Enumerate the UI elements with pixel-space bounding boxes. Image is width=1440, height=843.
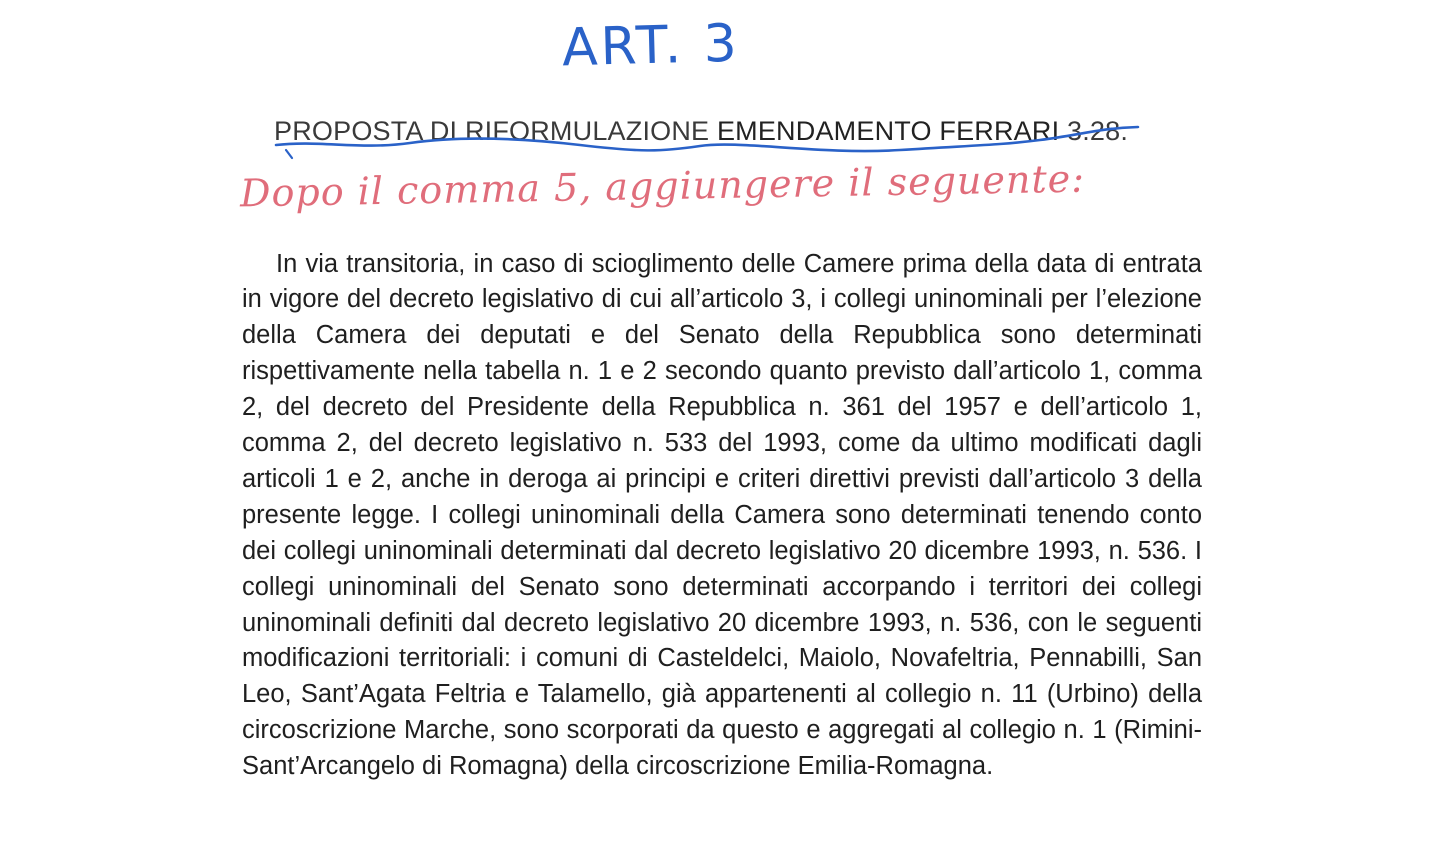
handwritten-insert-note: Dopo il comma 5, aggiungere il seguente:: [239, 156, 1086, 216]
amendment-heading: [274, 116, 1128, 147]
heading-main-text: EMENDAMENTO FERRARI: [709, 116, 1067, 146]
handwritten-article-label: ART. 3: [561, 13, 741, 79]
strike-caret: [286, 150, 292, 158]
heading-struck-text: PROPOSTA DI RIFORMULAZIONE: [274, 116, 710, 146]
heading-struck-number: 3.28.: [1066, 116, 1129, 146]
amendment-body-paragraph: In via transitoria, in caso di scioglimento delle Camere prima della data di entrata in vigore del decreto legislativo di cui all’articolo 3, i collegi uninominali per l’elezione della Camera dei deputati e del Senato della Repubblica sono determinati rispettivamente nella tabella n. 1 e 2 secondo quanto previsto dall’articolo 1, comma 2, del decreto del Presidente della Repubblica n. 361 del 1957 e dell’articolo 1, comma 2, del decreto legislativo n. 533 del 1993, come da ultimo modificati dagli articoli 1 e 2, anche in deroga ai principi e criteri direttivi previsti dall’articolo 3 della presente legge. I collegi uninominali della Camera sono determinati tenendo conto dei collegi uninominali determinati dal decreto legislativo 20 dicembre 1993, n. 536. I collegi uninominali del Senato sono determinati accorpando i territori dei collegi uninominali definiti dal decreto legislativo 20 dicembre 1993, n. 536, con le seguenti modificazioni territoriali: i comuni di Casteldelci, Maiolo, Novafeltria, Pennabilli, San Leo, Sant’Agata Feltria e Talamello, già appartenenti al collegio n. 11 (Urbino) della circoscrizione Marche, sono scorporati da questo e aggregati al collegio n. 1 (Rimini-Sant’Arcangelo di Romagna) della circoscrizione Emilia-Romagna.: [242, 249, 1202, 781]
